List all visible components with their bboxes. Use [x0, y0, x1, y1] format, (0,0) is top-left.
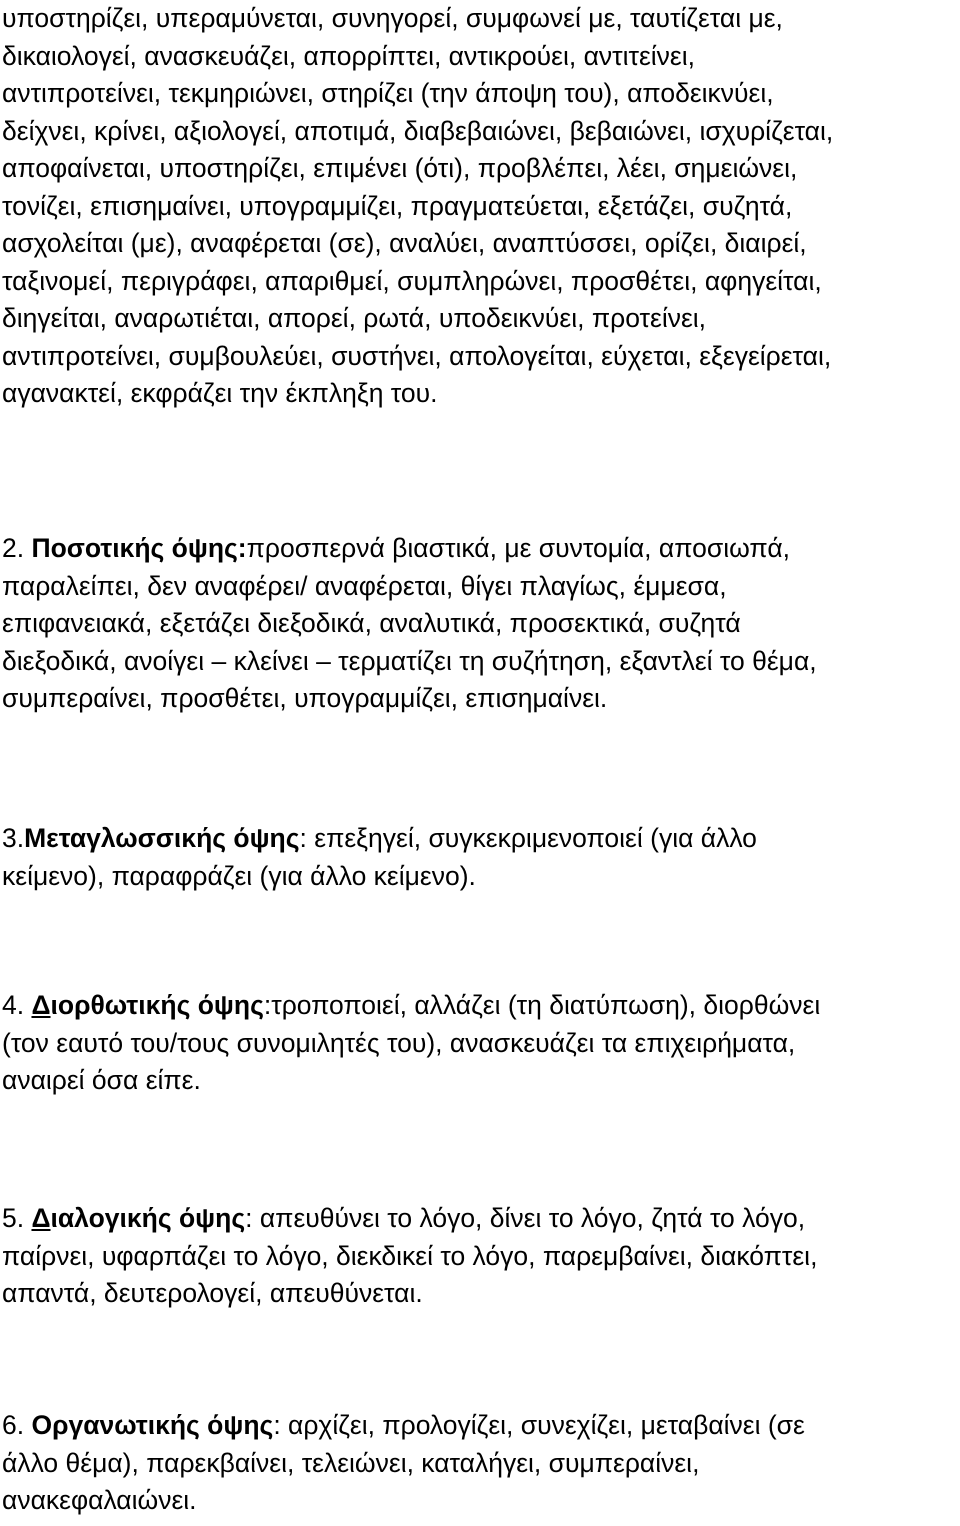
section-heading: ιορθωτικής όψης: [50, 990, 264, 1020]
text-line: αναιρεί όσα είπε.: [2, 1065, 201, 1095]
text-line: αποφαίνεται, υποστηρίζει, επιμένει (ότι), προβλέπει, λέει, σημειώνει,: [2, 153, 798, 183]
text-line: αγανακτεί, εκφράζει την έκπληξη του.: [2, 378, 438, 408]
section-heading: Ποσοτικής όψης:: [31, 533, 247, 563]
text-line: ανακεφαλαιώνει.: [2, 1485, 197, 1515]
section-text: :τροποποιεί, αλλάζει (τη διατύπωση), διορθώνει: [263, 990, 821, 1020]
section-heading: Μεταγλωσσικής όψης: [24, 823, 300, 853]
section-2-first-line: [2, 530, 960, 568]
section-heading: ιαλογικής όψης: [50, 1203, 246, 1233]
section-number: 6.: [2, 1410, 32, 1440]
section-3-first-line: [2, 820, 960, 858]
intro-paragraph: [2, 0, 960, 413]
text-line: αντιπροτείνει, συμβουλεύει, συστήνει, απολογείται, εύχεται, εξεγείρεται,: [2, 340, 832, 371]
section-heading-initial: Δ: [31, 1203, 51, 1233]
section-5: [2, 1200, 960, 1313]
text-line: κείμενο), παραφράζει (για άλλο κείμενο).: [2, 860, 476, 891]
text-line: δικαιολογεί, ανασκευάζει, απορρίπτει, αντικρούει, αντιτείνει,: [2, 40, 695, 71]
section-number: 2.: [2, 533, 32, 563]
section-heading: Οργανωτικής όψης: [31, 1410, 274, 1440]
text-line: απαντά, δευτερολογεί, απευθύνεται.: [2, 1278, 423, 1308]
text-line: παίρνει, υφαρπάζει το λόγο, διεκδικεί το λόγο, παρεμβαίνει, διακόπτει,: [2, 1240, 818, 1271]
text-line: διεξοδικά, ανοίγει – κλείνει – τερματίζει τη συζήτηση, εξαντλεί το θέμα,: [2, 645, 817, 676]
section-text: προσπερνά βιαστικά, με συντομία, αποσιωπά,: [246, 533, 791, 563]
section-number: 3.: [2, 823, 25, 853]
text-line: δείχνει, κρίνει, αξιολογεί, αποτιμά, διαβεβαιώνει, βεβαιώνει, ισχυρίζεται,: [2, 115, 834, 146]
text-line: υποστηρίζει, υπεραμύνεται, συνηγορεί, συμφωνεί με, ταυτίζεται με,: [2, 3, 783, 33]
section-number: 4.: [2, 990, 32, 1020]
section-heading-initial: Δ: [31, 990, 51, 1020]
text-line: (τον εαυτό του/τους συνομιλητές του), ανασκευάζει τα επιχειρήματα,: [2, 1027, 796, 1058]
text-line: ταξινομεί, περιγράφει, απαριθμεί, συμπληρώνει, προσθέτει, αφηγείται,: [2, 265, 822, 296]
text-line: διηγείται, αναρωτιέται, απορεί, ρωτά, υποδεικνύει, προτείνει,: [2, 303, 707, 333]
section-6: [2, 1407, 960, 1520]
section-4-first-line: [2, 987, 960, 1025]
section-number: 5.: [2, 1203, 32, 1233]
section-5-first-line: [2, 1200, 960, 1238]
section-4: [2, 987, 960, 1100]
section-text: : απευθύνει το λόγο, δίνει το λόγο, ζητά το λόγο,: [245, 1203, 806, 1233]
section-text: : αρχίζει, προλογίζει, συνεχίζει, μεταβαίνει (σε: [273, 1410, 805, 1440]
text-line: συμπεραίνει, προσθέτει, υπογραμμίζει, επισημαίνει.: [2, 683, 608, 713]
text-line: επιφανειακά, εξετάζει διεξοδικά, αναλυτικά, προσεκτικά, συζητά: [2, 608, 741, 638]
text-line: ασχολείται (με), αναφέρεται (σε), αναλύει, αναπτύσσει, ορίζει, διαιρεί,: [2, 228, 807, 258]
section-text: : επεξηγεί, συγκεκριμενοποιεί (για άλλο: [299, 823, 757, 853]
section-2: [2, 530, 960, 718]
text-line: άλλο θέμα), παρεκβαίνει, τελειώνει, καταλήγει, συμπεραίνει,: [2, 1447, 700, 1478]
text-line: αντιπροτείνει, τεκμηριώνει, στηρίζει (την άποψη του), αποδεικνύει,: [2, 78, 774, 108]
section-3: [2, 820, 960, 895]
section-6-first-line: [2, 1407, 960, 1445]
text-line: παραλείπει, δεν αναφέρει/ αναφέρεται, θίγει πλαγίως, έμμεσα,: [2, 570, 727, 601]
text-line: τονίζει, επισημαίνει, υπογραμμίζει, πραγματεύεται, εξετάζει, συζητά,: [2, 190, 793, 221]
